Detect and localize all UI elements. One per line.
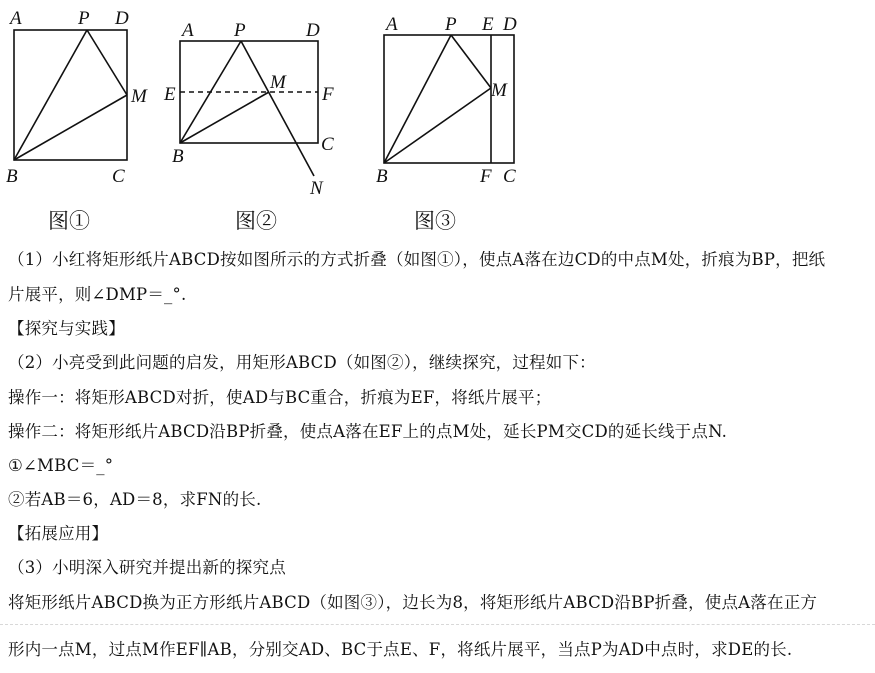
fig1-label-b: B <box>6 166 18 187</box>
fig2-label-m: M <box>270 72 286 93</box>
fig2-label-b: B <box>172 146 184 167</box>
fig2-line-pn <box>241 41 314 176</box>
text-line: （3）小明深入研究并提出新的探究点 <box>8 558 286 577</box>
fig3-line-bp <box>384 35 451 163</box>
section-heading: 【探究与实践】 <box>8 319 125 338</box>
text-line: 形内一点M，过点M作EF∥AB，分别交AD、BC于点E、F，将纸片展平，当点P为AD中点时，求DE的长. <box>8 640 793 659</box>
section-heading: 【拓展应用】 <box>8 524 109 543</box>
text-line: 操作二：将矩形纸片ABCD沿BP折叠，使点A落在EF上的点M处，延长PM交CD的延长线于点N. <box>8 422 728 441</box>
fig1-label-a: A <box>10 8 22 29</box>
text-line: 操作一：将矩形ABCD对折，使AD与BC重合，折痕为EF，将纸片展平； <box>8 388 552 407</box>
fig1-line-bm <box>14 95 127 160</box>
fig1-label-c: C <box>112 166 125 187</box>
fig1-line-bp <box>14 30 87 160</box>
figure-1-caption: 图① <box>48 209 90 233</box>
text-line: （1）小红将矩形纸片ABCD按如图所示的方式折叠（如图①），使点A落在边CD的中点M处，折痕为BP，把纸 <box>8 250 826 269</box>
fig2-label-e: E <box>164 84 176 105</box>
fig3-label-c: C <box>503 166 516 187</box>
fig1-label-p: P <box>78 8 90 29</box>
figure-2 <box>160 0 360 200</box>
fig2-label-n: N <box>310 178 323 199</box>
fig3-label-f: F <box>480 166 492 187</box>
fig3-label-a: A <box>386 14 398 35</box>
fig2-line-bm <box>180 92 269 143</box>
fig3-line-pm <box>451 35 491 88</box>
fig2-label-d: D <box>306 20 320 41</box>
fig3-label-b: B <box>376 166 388 187</box>
fig2-label-c: C <box>321 134 334 155</box>
fig2-label-p: P <box>234 20 246 41</box>
fig3-label-p: P <box>445 14 457 35</box>
fig2-label-a: A <box>182 20 194 41</box>
fig3-label-e: E <box>482 14 494 35</box>
fig3-label-d: D <box>503 14 517 35</box>
figure-1 <box>0 0 160 200</box>
fig1-rectangle <box>14 30 127 160</box>
page-break-divider <box>0 624 875 625</box>
fig1-line-pm <box>87 30 127 95</box>
fig1-label-m: M <box>131 86 147 107</box>
text-line: ②若AB＝6，AD＝8，求FN的长. <box>8 490 262 509</box>
figure-3 <box>370 0 530 200</box>
fig3-label-m: M <box>491 80 507 101</box>
text-line: ①∠MBC＝_° <box>8 456 114 475</box>
text-line: 片展平，则∠DMP＝_°. <box>8 285 187 304</box>
figure-3-caption: 图③ <box>414 209 456 233</box>
fig2-label-f: F <box>322 84 334 105</box>
fig3-line-bm <box>384 88 491 163</box>
figure-2-caption: 图② <box>235 209 277 233</box>
text-line: 将矩形纸片ABCD换为正方形纸片ABCD（如图③），边长为8，将矩形纸片ABCD沿BP折叠，使点A落在正方 <box>8 593 818 612</box>
text-line: （2）小亮受到此问题的启发，用矩形ABCD（如图②），继续探究，过程如下： <box>8 353 596 372</box>
fig1-label-d: D <box>115 8 129 29</box>
